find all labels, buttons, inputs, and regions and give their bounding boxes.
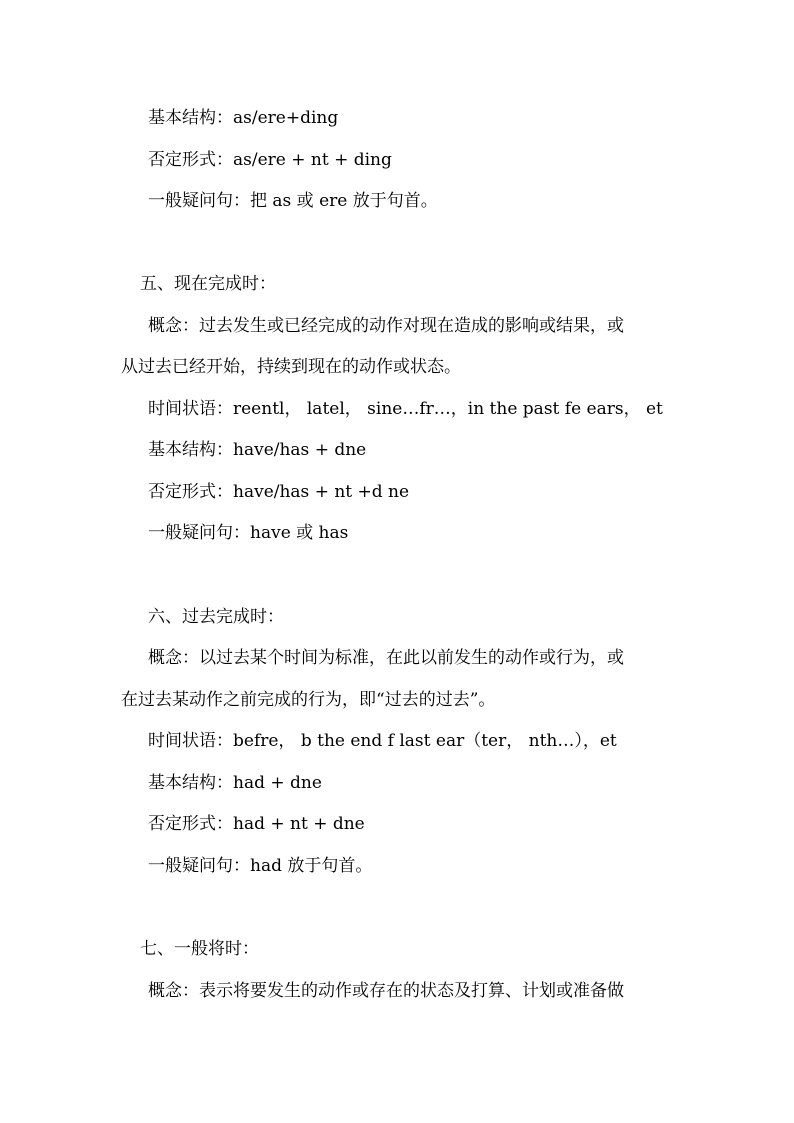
concept-line-continued: 在过去某动作之前完成的行为，即“过去的过去”。 [121, 690, 496, 710]
structure-line: 基本结构：as/ere+ding [148, 108, 339, 128]
section-heading-past-perfect: 六、过去完成时： [148, 607, 284, 627]
section-heading-present-perfect: 五、现在完成时： [140, 274, 276, 294]
negative-form-line: 否定形式：had + nt + dne [148, 814, 365, 834]
time-adverbials-line: 时间状语：befre， b the end f last ear（ter， nth…），et [148, 731, 617, 751]
section-heading-simple-future: 七、一般将时： [140, 939, 259, 959]
structure-line: 基本结构：have/has + dne [148, 440, 367, 460]
negative-form-line: 否定形式：have/has + nt +d ne [148, 482, 410, 502]
concept-line: 概念：表示将要发生的动作或存在的状态及打算、计划或准备做 [148, 981, 624, 1001]
concept-line-continued: 从过去已经开始，持续到现在的动作或状态。 [121, 357, 461, 377]
concept-line: 概念：过去发生或已经完成的动作对现在造成的影响或结果，或 [148, 316, 624, 336]
general-question-line: 一般疑问句：had 放于句首。 [148, 856, 373, 876]
negative-form-line: 否定形式：as/ere + nt + ding [148, 150, 392, 170]
general-question-line: 一般疑问句：把 as 或 ere 放于句首。 [148, 191, 438, 211]
structure-line: 基本结构：had + dne [148, 773, 322, 793]
time-adverbials-line: 时间状语：reentl， latel， sine…fr…，in the past fe ears， et [148, 399, 663, 419]
concept-line: 概念：以过去某个时间为标准，在此以前发生的动作或行为，或 [148, 648, 624, 668]
general-question-line: 一般疑问句：have 或 has [148, 523, 349, 543]
